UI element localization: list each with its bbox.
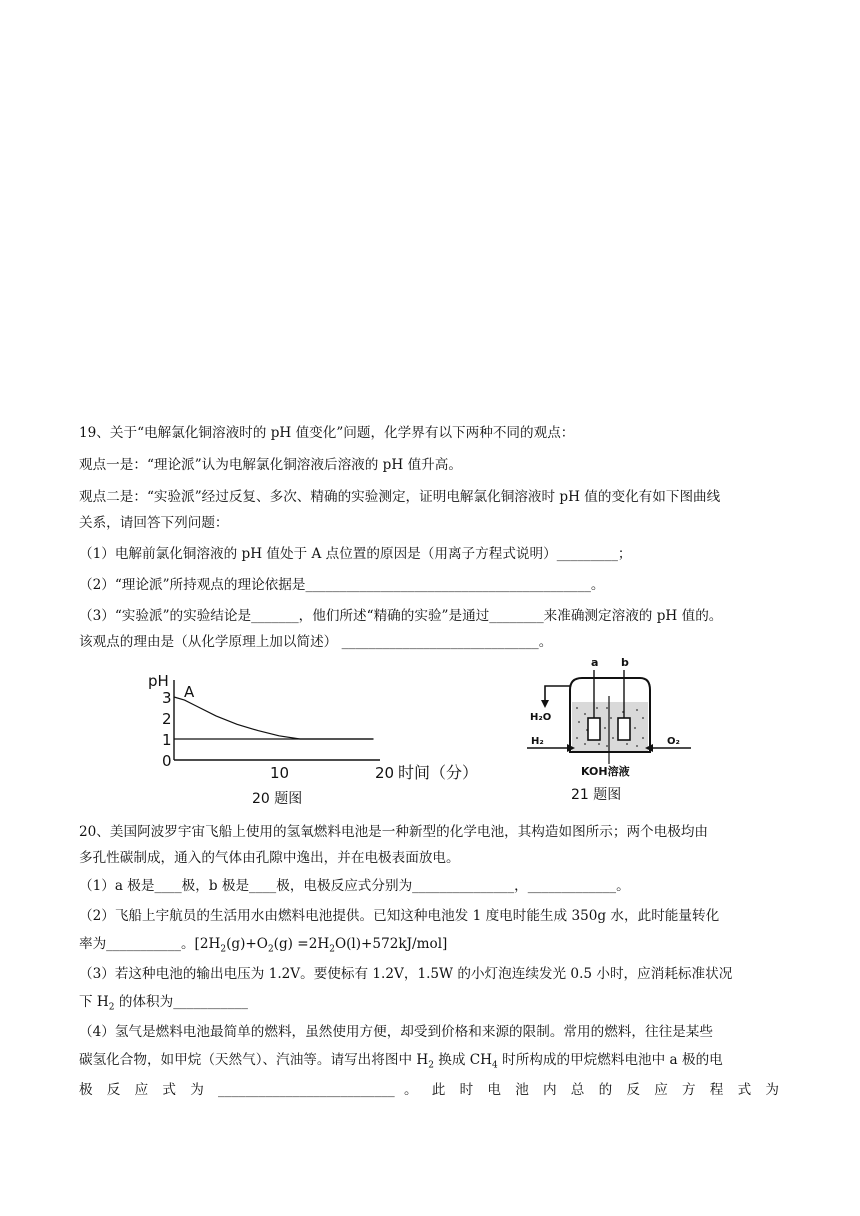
q20-part2-text-2: (g)+O <box>226 936 268 952</box>
q20-part2-line2 <box>79 934 447 954</box>
subscript: 2 <box>329 944 335 955</box>
q20-part3-text-1: 下 H <box>79 994 109 1010</box>
fig20-y-tick-label: 1 <box>162 731 172 749</box>
fig21-electrode-a-label: a <box>591 656 599 669</box>
q20-part2-text-3: (g) =2H <box>273 936 330 952</box>
fig20-point-a-label: A <box>184 683 195 701</box>
q20-part4-text-2: 换成 CH <box>433 1052 493 1068</box>
subscript: 2 <box>108 1002 115 1013</box>
q20-title-line1: 20、美国阿波罗宇宙飞船上使用的氢氧燃料电池是一种新型的化学电池，其构造如图所示；两个电极均由 <box>79 824 709 840</box>
q20-part4-line2 <box>79 1050 723 1070</box>
fig20-y-tick-label: 2 <box>162 710 172 728</box>
fig20-ylabel: pH <box>148 672 169 690</box>
fig20-caption: 20 题图 <box>252 791 303 807</box>
fig20-series-line <box>174 697 374 739</box>
q20-part1: （1）a 极是____极，b 极是____极，电极反应式分别为_______________，_____________。 <box>79 878 630 894</box>
q20-title-line2: 多孔性碳制成，通入的气体由孔隙中逸出，并在电极表面放电。 <box>79 850 460 866</box>
fig21-o2-label: O₂ <box>667 736 680 747</box>
q20-part4-line1: （4）氢气是燃料电池最简单的燃料，虽然使用方便，却受到价格和来源的限制。常用的燃料，往往是某些 <box>79 1024 713 1040</box>
fig20-chart <box>140 668 500 810</box>
subscript: 2 <box>267 944 274 955</box>
q20-part3-line2 <box>79 992 248 1012</box>
fig21-electrode-a <box>588 718 600 740</box>
fig20-x-tick-label: 20 <box>375 764 395 782</box>
fig20-y-tick-label: 3 <box>162 689 172 707</box>
q20-part4-text-3: 时所构成的甲烷燃料电池中 a 极的电 <box>497 1052 723 1068</box>
fig21-water-pipe <box>545 686 570 704</box>
q19-view2-line2: 关系，请回答下列问题： <box>79 515 229 531</box>
q20-part4-line3: 极 反 应 式 为 __________________________ 。 此 时 电 池 内 总 的 反 应 方 程 式 为 <box>79 1082 779 1098</box>
q20-part3-line1: （3）若这种电池的输出电压为 1.2V。要使标有 1.2V，1.5W 的小灯泡连续发光 0.5 小时，应消耗标准状况 <box>79 966 733 982</box>
q20-part2-line1: （2）飞船上宇航员的生活用水由燃料电池提供。已知这种电池发 1 度电时能生成 350g 水，此时能量转化 <box>79 908 720 924</box>
q19-part3-line1: （3）“实验派”的实验结论是_______，他们所述“精确的实验”是通过________来准确测定溶液的 pH 值的。 <box>79 608 723 624</box>
subscript: 4 <box>492 1060 498 1071</box>
fig21-water-arrow <box>541 700 549 708</box>
fig21-diagram <box>525 656 695 806</box>
fig21-koh-label: KOH溶液 <box>581 765 630 778</box>
q20-part2-text-1: 率为___________。[2H <box>79 936 221 952</box>
subscript: 2 <box>428 1060 434 1071</box>
fig20-y-tick-labels <box>162 689 172 770</box>
fig21-h2-label: H₂ <box>531 736 544 747</box>
fig20-y-tick-label: 0 <box>162 752 172 770</box>
q19-view1: 观点一是：“理论派”认为电解氯化铜溶液后溶液的 pH 值升高。 <box>79 457 462 473</box>
q19-part2: （2）“理论派”所持观点的理论依据是__________________________________________。 <box>79 577 605 593</box>
q19-part3-line2: 该观点的理由是（从化学原理上加以简述） _____________________________。 <box>79 634 553 650</box>
fig21-electrode-b <box>618 718 630 740</box>
fig20-x-tick-label: 10 <box>270 764 290 782</box>
fig21-caption: 21 题图 <box>571 787 622 803</box>
q19-part1: （1）电解前氯化铜溶液的 pH 值处于 A 点位置的原因是（用离子方程式说明）_________； <box>79 546 632 562</box>
q20-part2-text-4: O(l)+572kJ/mol] <box>334 936 448 952</box>
q19-view2-line1: 观点二是：“实验派”经过反复、多次、精确的实验测定，证明电解氯化铜溶液时 pH 值的变化有如下图曲线 <box>79 489 721 505</box>
subscript: 2 <box>220 944 227 955</box>
q20-part3-text-2: 的体积为___________ <box>114 994 248 1010</box>
fig20-xlabel: 时间（分） <box>398 763 479 782</box>
fig21-h2o-label: H₂O <box>530 712 552 723</box>
fig21-electrode-b-label: b <box>621 656 629 669</box>
q19-title: 19、关于“电解氯化铜溶液时的 pH 值变化”问题，化学界有以下两种不同的观点： <box>79 425 575 441</box>
q20-part4-text-1: 碳氢化合物，如甲烷（天然气）、汽油等。请写出将图中 H <box>79 1052 429 1068</box>
fig20-x-tick-labels <box>270 764 394 782</box>
